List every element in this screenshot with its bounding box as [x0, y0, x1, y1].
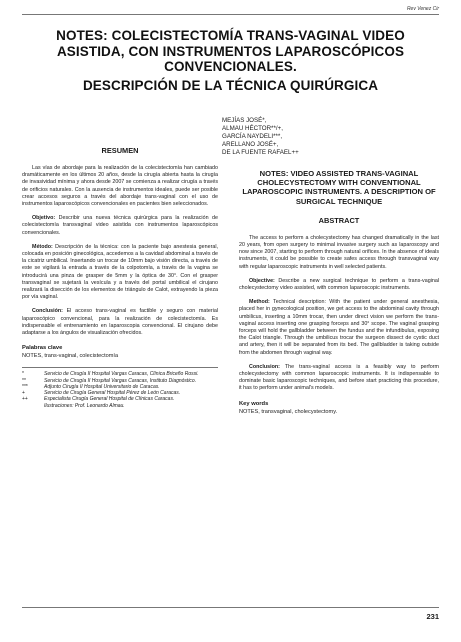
- author-list: [222, 117, 422, 157]
- objective-label: Objective:: [249, 277, 275, 284]
- footnote-text: Adjunto Cirugía II Hospital Universitario de Caracas.: [44, 383, 160, 390]
- resumen-metodo: [22, 244, 218, 302]
- journal-running-head: Rev Venez Cir: [406, 6, 439, 12]
- author: DE LA FUENTE RAFAEL++: [222, 149, 299, 156]
- abstract-conclusion: [239, 364, 439, 393]
- resumen-conclusion: [22, 308, 218, 337]
- footnote-mark: ++: [22, 396, 28, 403]
- footnote-text: Ilustraciones: Prof. Leonardo Almau.: [44, 402, 125, 409]
- footnote-text: Servicio de Cirugía II Hospital Vargas Caracas, Clínica Briceño Rossi.: [44, 371, 199, 378]
- conclusion-text: The trans-vaginal access is a feasibly way to perform cholecystectomy with common laparoscopic instruments. It is indispensable to dominate basic laparoscopic techniques, and before start practicing this procedure, it has to perform under animal's models.: [239, 363, 439, 392]
- footnote-mark: *: [22, 371, 24, 378]
- footnote-item: [22, 403, 218, 409]
- abstract-method: [239, 299, 439, 357]
- resumen-heading: RESUMEN: [101, 146, 139, 155]
- english-column: [239, 169, 439, 415]
- key-words-label: Key words: [239, 400, 269, 407]
- conclusion-label: Conclusión:: [32, 308, 63, 315]
- affiliation-footnotes: [22, 371, 218, 409]
- title-line-4: DESCRIPCIÓN DE LA TÉCNICA QUIRÚRGICA: [82, 77, 379, 93]
- abstract-heading: ABSTRACT: [318, 215, 360, 225]
- top-rule: [22, 14, 439, 15]
- resumen-objetivo: [22, 215, 218, 237]
- footnote-mark: +: [22, 390, 25, 397]
- page-number: 231: [426, 612, 439, 621]
- objective-text: Describe a new surgical technique to perform a trans-vaginal cholecystectomy video assisted, with common laparoscopic instruments.: [239, 277, 439, 292]
- author: ALMAU HÉCTOR**/+,: [222, 125, 283, 132]
- english-title: NOTES: VIDEO ASSISTED TRANS-VAGINAL CHOLECYSTECTOMY WITH CONVENTIONAL LAPAROSCOPIC INSTRUMENTS. A DESCRIPTION OF SURGICAL TECHNIQUE: [242, 169, 436, 206]
- author: GARCÍA NAYDELI***,: [222, 133, 283, 140]
- resumen-intro: Las vías de abordaje para la realización de la colecistectomía han cambiado dramáticamente en los últimos 20 años, desde la cirugía abierta hasta la cirugía de invasividad mínima y ahora desde 2007 se comienza a realizar cirugía a través de orificios naturales. Con la ausencia de instrumentos ideales, puede ser posible crear accesos seguros a través del abordaje trans-vaginal con el uso de instrumentos laparoscópicos convencionales en pacientes bien seleccionados.: [22, 165, 218, 208]
- footnote-mark: **: [22, 377, 26, 384]
- palabras-clave-label: Palabras clave: [22, 345, 63, 352]
- footnote-text: Servicio de Cirugía General Hospital Pérez de León Caracas.: [44, 390, 181, 397]
- spanish-column: [22, 146, 218, 409]
- article-title: [22, 28, 439, 93]
- conclusion-label: Conclusion:: [249, 363, 280, 370]
- author: MEJÍAS JOSÉ*,: [222, 117, 267, 124]
- footnote-text: Especialista Cirugía General Hospital de Clínicas Caracas.: [44, 396, 175, 403]
- title-line-3: CONVENCIONALES.: [164, 59, 297, 74]
- author: ARELLANO JOSÉ+,: [222, 141, 279, 148]
- objetivo-label: Objetivo:: [32, 215, 56, 222]
- footnote-text: Servicio de Cirugía II Hospital Vargas Caracas, Instituto Diagnóstico.: [44, 377, 197, 384]
- title-line-1: NOTES: COLECISTECTOMÍA TRANS-VAGINAL VIDEO: [56, 28, 405, 43]
- metodo-text: Descripción de la técnica: con la paciente bajo anestesia general, colocada en posición ginecológica, accedemos a la cavidad abdominal a través de la cicatriz umbilical. Insertando un trocar de 10mm bajo visión directa, a través de este se vigilará la entrada a través de la colpotomía, a través de la vagina se introducirá una pinza de grasper de 5mm y la óptica de 30°. Con el grasper transvaginal se sujetará la vesícula y a través del portal umbilical el cirujano realizará la disección de los elementos de triángulo de Calot, extrayendo la pieza por vía vaginal.: [22, 243, 218, 301]
- abstract-intro: The access to perform a cholecystectomy has changed dramatically in the last 20 years, from open surgery to minimal invasive surgery such as laparoscopy and now since 2007, starting to perform through natural orifices. In the absence of ideals instruments, it could be possible to create safes access through transvaginal way with regular laparoscopic instruments in well selected patients.: [239, 234, 439, 270]
- footnote-mark: [22, 403, 44, 409]
- metodo-label: Método:: [32, 243, 53, 250]
- abstract-objective: [239, 278, 439, 292]
- footnote-mark: ***: [22, 383, 28, 390]
- bottom-rule: [22, 607, 439, 608]
- conclusion-text: El acceso trans-vaginal es factible y seguro con material laparoscópico convencional, para la realización de colecistectomía. Es indispensable el entrenamiento en laparoscopia convencional. El cirujano debe adaptarse a los ángulos de visualización ofrecidos.: [22, 308, 218, 337]
- key-words-text: NOTES, transvaginal, cholecystectomy.: [239, 408, 338, 415]
- method-text: Technical description: With the patient under general anesthesia, placed her in gynecological position, we get access to the abdominal cavity through umbilicus, inserting a 10mm trocar, then under direct vision we perform the trans-vaginal access inserting one grasping forceps and 30° scope. The vaginal grasping forceps will hold the gallbladder between the fundus and the infundibulus, exposing the Calot triangle. Through the umbilicus trocar the surgeon dissect de cystic duct and artery, then it will be separated from its bed. The gallbladder is taking outside from the abdomen through vaginal way.: [239, 299, 439, 356]
- footnote-rule: [22, 367, 218, 368]
- objetivo-text: Describir una nueva técnica quirúrgica para la realización de colecistectomía transvaginal video asistida con instrumentos laparoscópicos convencionales.: [22, 215, 218, 236]
- title-line-2: ASISTIDA, CON INSTRUMENTOS LAPAROSCÓPICOS: [56, 43, 405, 59]
- palabras-clave-text: NOTES, trans-vaginal, colecistectomía: [22, 353, 119, 360]
- method-label: Method:: [249, 299, 270, 306]
